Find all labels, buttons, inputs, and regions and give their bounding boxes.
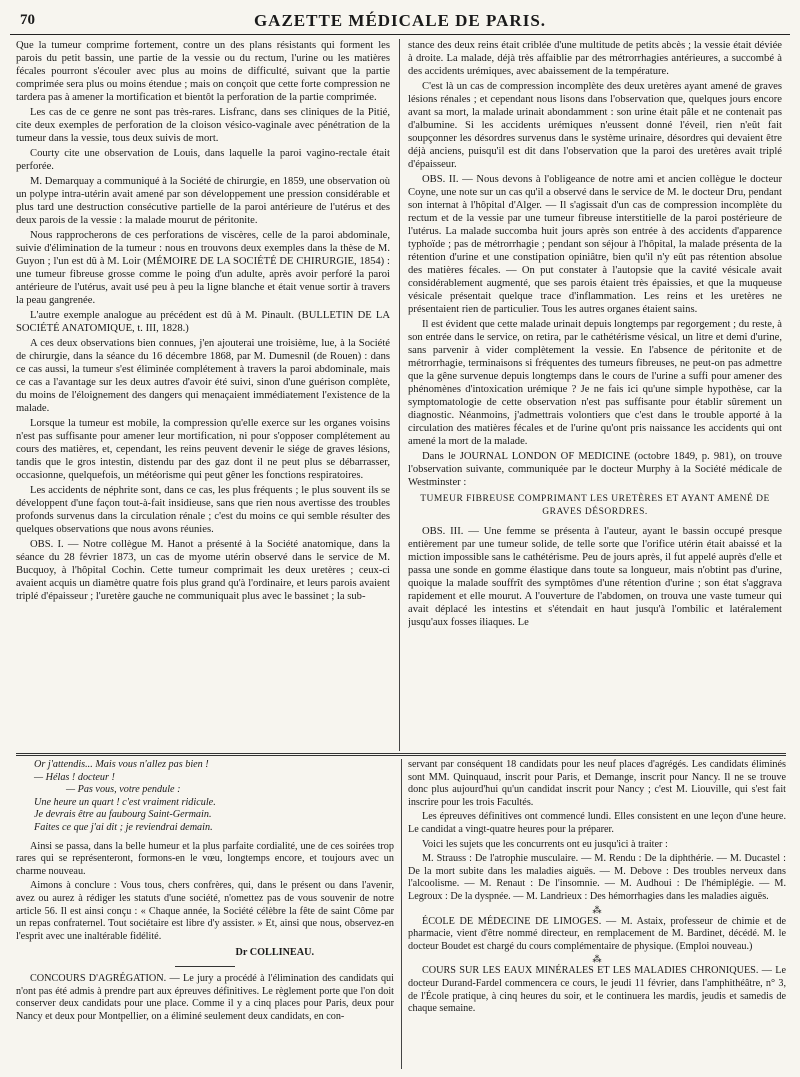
journal-title: GAZETTE MÉDICALE DE PARIS. <box>253 11 547 30</box>
paragraph: L'autre exemple analogue au précédent est dû à M. Pinault. (BULLETIN DE LA SOCIÉTÉ ANATOMIQUE, t. III, 1828.) <box>16 310 390 334</box>
paragraph: Que la tumeur comprime fortement, contre un des plans résistants qui forment les parois du petit bassin, une partie de la vessie ou du rectum, l'urine ou les matières fécales pourront s'écouler avec plus au moins de difficulté, suivant que la partie comprimée sera plus ou moins étendue ; mais on conçoit que cette forte compression ne tardera pas à amener la mortification et bientôt la perforation de la partie comprimée. <box>16 40 390 103</box>
paragraph: M. Demarquay a communiqué à la Société de chirurgie, en 1859, une observation où un polype intra-utérin avait amené par son développement une pression considérable et plus tard une destruction consécutive partielle de la paroi antérieure de l'utérus et des deux parois de la vessie : la malade mourut de péritonite. <box>16 176 390 226</box>
news-item: ÉCOLE DE MÉDECINE DE LIMOGES. — M. Astaix, professeur de chimie et de pharmacie, vient d'être nommé directeur, en remplacement de M. Bardinet, décédé. M. le docteur Boudet est chargé du cours complémentaire de physique. (Emploi nouveau.) <box>408 915 786 952</box>
news-item: CONCOURS D'AGRÉGATION. — Le jury a procédé à l'élimination des candidats qui n'ont pas été admis à prendre part aux épreuves définitives. Le règlement porte que l'on doit conserver deux candidats pour une place. Comme il y a cinq places pour Paris, deux pour Nancy et deux pour Montpellier, on a éliminé seulement deux candidats, en con- <box>16 972 394 1022</box>
verse-line: — Pas vous, votre pendule : <box>66 784 181 796</box>
paragraph: Les épreuves définitives ont commencé lundi. Elles consistent en une leçon d'une heure. Le candidat a vingt-quatre heures pour la préparer. <box>408 811 786 835</box>
news-item: COURS SUR LES EAUX MINÉRALES ET LES MALADIES CHRONIQUES. — Le docteur Durand-Fardel commencera ce cours, le jeudi 11 février, dans l'amphithéâtre, n° 3, de l'École pratique, à cinq heures du soir, et le continuera les mardis, jeudis et samedis de chaque semaine. <box>408 965 786 1015</box>
news-column <box>408 759 786 1069</box>
paragraph: Il est évident que cette malade urinait depuis longtemps par regorgement ; du reste, à son entrée dans le service, on retira, par le cathétérisme vésical, un litre et demi d'urine, sans parvenir à vider complètement la vessie. En l'absence de péritonite et de métrorrhagie, terminaisons si fréquentes des tumeurs fibreuses, ne peut-on pas admettre que la gêne survenue depuis longtemps dans le cours de l'urine a suffi pour amener des phénomènes d'intoxication urémique ? Je ne fais ici qu'une simple hypothèse, car la symptomatologie de cette observation n'est pas suffisante pour établir sûrement un diagnostic. Néanmoins, j'admettrais volontiers que c'est dans le trouble apporté à la circulation des matières fécales et de l'urine qu'ont pris naissance les accidents qui ont amené la mort de la malade. <box>408 319 782 447</box>
verse-line: Je devrais être au faubourg Saint-Germain. <box>34 809 212 821</box>
asterism-separator: ⁂ <box>592 954 602 965</box>
observation-paragraph: OBS. I. — Notre collègue M. Hanot a présenté à la Société anatomique, dans la séance du 28 février 1873, un cas de myome utérin observé dans le service de M. Bucquoy, à l'hôpital Cochin. Cette tumeur comprimait les deux uretères ; ceux-ci avaient acquis un diamètre quatre fois plus grand qu'à l'ordinaire, et leurs parois avaient triplé d'épaisseur ; l'uretère gauche ne communiquait plus avec le bassinet ; la sub- <box>16 539 390 602</box>
paragraph: Lorsque la tumeur est mobile, la compression qu'elle exerce sur les organes voisins n'est pas suffisante pour amener leur mortification, ni pour s'opposer complétement au cours des matières, et, cependant, les reins peuvent devenir le siége de graves lésions, tandis que le gros intestin, distendu par des gaz dont il ne peut plus se débarrasser, occasionne, quelquefois, un météorisme qui peut gêner les fonctions respiratoires. <box>16 418 390 481</box>
paragraph: Dans le JOURNAL LONDON OF MEDICINE (octobre 1849, p. 981), on trouve l'observation suivante, communiquée par le docteur Murphy à la Société médicale de Westminster : <box>408 451 782 488</box>
left-column <box>16 39 390 751</box>
newspaper-page <box>10 6 790 1071</box>
paragraph: stance des deux reins était criblée d'une multitude de petits abcès ; la vessie était déviée à droite. La malade, déjà très affaiblie par des métrorrhagies antérieures, a succombé à des accidents urémiques, avec abaissement de la température. <box>408 40 782 77</box>
paragraph: A ces deux observations bien connues, j'en ajouterai une troisième, lue, à la Société de chirurgie, dans la séance du 16 décembre 1868, par M. Dumesnil (de Rouen) : dans ce cas aussi, la tumeur s'est éliminée complétement à travers la paroi abdominale, mais ce cas a l'avantage sur les deux autres d'avoir été suivi, sinon d'une guérison complète, du moins de l'éloignement des dangers qui menaçaient immédiatement l'existence de la malade. <box>16 338 390 414</box>
verse-line: Faites ce que j'ai dit ; je reviendrai demain. <box>34 821 213 833</box>
author-signature: Dr COLLINEAU. <box>235 947 314 959</box>
paragraph: Nous rapprocherons de ces perforations de viscères, celle de la paroi abdominale, suivie d'élimination de la tumeur : nous en trouvons deux exemples dans la thèse de M. Guyon ; l'un est dû à M. Loir (MÉMOIRE DE LA SOCIÉTÉ DE CHIRURGIE, 1854) : une tumeur fibreuse grosse comme le poing d'un adulte, après avoir perforé la paroi antérieure de l'utérus, avait usé peu à peu la ligne blanche et était venue sortir à travers la peau gangrenée. <box>16 230 390 306</box>
feuilleton-column <box>16 759 394 1069</box>
right-column <box>408 39 782 751</box>
asterism-separator: ⁂ <box>592 904 602 915</box>
paragraph: Les accidents de néphrite sont, dans ce cas, les plus fréquents ; le plus souvent ils se développent d'une façon tout-à-fait insidieuse, sans que rien nous avertisse des troubles profonds survenus dans la circulation rénale ; c'est du moins ce qui semble résulter des quelques observations que nous avons réunies. <box>16 485 390 535</box>
paragraph: M. Strauss : De l'atrophie musculaire. — M. Rendu : De la diphthérie. — M. Ducastel : De la mort subite dans les maladies aiguës. — M. Debove : Des troubles nerveux dans l'alcoolisme. — M. Renaut : De l'insomnie. — M. Audhoui : De l'hémiplégie. — M. Legroux : De la dyspnée. — M. Landrieux : Des hémorrhagies dans les maladies aiguës. <box>408 853 786 902</box>
page-header <box>10 6 790 35</box>
paragraph: C'est là un cas de compression incomplète des deux uretères ayant amené de graves lésions rénales ; et cependant nous lisons dans l'observation que, quelques jours encore avant sa mort, la malade urinait abondamment : son urine était pâle et ne contenait pas d'albumine. Si les accidents urémiques n'eussent donné l'éveil, rien n'eût fait soupçonner les désordres survenus dans le système urinaire, désordres qui devaient être déjà anciens, puisqu'il est dit dans l'observation que la paroi des uretères avait triplé d'épaisseur. <box>408 81 782 170</box>
verse-line: Or j'attendis... Mais vous n'allez pas bien ! <box>34 759 209 770</box>
verse-line: — Hélas ! docteur ! <box>34 771 115 783</box>
verse-line: Une heure un quart ! c'est vraiment ridicule. <box>34 796 216 808</box>
main-article <box>16 39 786 751</box>
paragraph: servant par conséquent 18 candidats pour les neuf places d'agrégés. Les candidats éliminés sont MM. Quinquaud, inscrit pour Paris, et Demange, inscrit pour Nancy. Il ne se trouve donc plus aujourd'hui qu'un candidat inscrit pour Nancy ; c'est M. Liouville, qui s'est fait inscrire pour les trois Facultés. <box>408 759 786 808</box>
page-number: 70 <box>20 12 35 28</box>
paragraph: Voici les sujets que les concurrents ont eu jusqu'ici à traiter : <box>422 838 668 850</box>
column-divider <box>401 759 402 1069</box>
column-divider <box>399 39 400 751</box>
observation-heading: TUMEUR FIBREUSE COMPRIMANT LES URETÈRES ET AYANT AMENÉ DE GRAVES DÉSORDRES. <box>420 494 770 517</box>
paragraph: Aimons à conclure : Vous tous, chers confrères, qui, dans le présent ou dans l'avenir, avez ou aurez à rédiger les statuts d'une société, n'omettez pas de vous souvenir de notre article 56. Il est ainsi conçu : « Chaque année, la Société célèbre la fête de saint Côme par un repas confraternel. Tout sociétaire est libre d'y assister. » Et, ainsi que nous, observez-en l'esprit avec une inaltérable fidélité. <box>16 880 394 942</box>
feuilleton-section <box>16 759 786 1069</box>
observation-paragraph: OBS. II. — Nous devons à l'obligeance de notre ami et ancien collègue le docteur Coyne, une note sur un cas qu'il a observé dans le service de M. le docteur Dru, pendant son internat à l'hôpital d'Alger. — Il s'agissait d'un cas de compression incomplète du rectum et de la vessie par une tumeur fibreuse interstitielle de la paroi postérieure de l'utérus. La malade succomba huit jours après son entrée à des accidents d'apparence typhoïde ; pas de métrorrhagie ; pendant son séjour à l'hôpital, la malade présenta de la rétention d'urine et une constipation opiniâtre, bien qu'il n'y eût pas rétention absolue des matières fécales. — On put constater à l'autopsie que la cavité vésicale avait considérablement augmenté, que ses parois étaient très épaissies, et que la muqueuse vésicale présentait quelque trace d'inflammation. Les reins et les uretères ne présentaient rien de particulier. Tous les autres organes étaient sains. <box>408 174 782 315</box>
paragraph: Ainsi se passa, dans la belle humeur et la plus parfaite cordialité, une de ces soirées trop rares qui se représenteront, formons-en le vœu, longtemps encore, et toujours avec un charme nouveau. <box>16 840 394 877</box>
feuilleton-divider <box>16 753 786 756</box>
observation-paragraph: OBS. III. — Une femme se présenta à l'auteur, ayant le bassin occupé presque entièrement par une tumeur solide, de telle sorte que l'orifice utérin était abaissé et la miction impossible sans le cathétérisme. Peu de jours après, il fut appelé auprès d'elle et passa une sonde en gomme élastique dans toute sa longueur, mais n'obtint pas d'urine, quoique la malade souffrît des symptômes d'une rétention d'urine ; son état s'aggrava rapidement et elle mourut. A l'ouverture de l'abdomen, on trouva une vaste tumeur qui avait déplacé les intestins et s'étendait en haut jusqu'à l'ombilic et latéralement jusqu'aux fosses iliaques. Le <box>408 526 782 628</box>
paragraph: Les cas de ce genre ne sont pas très-rares. Lisfranc, dans ses cliniques de la Pitié, cite deux exemples de perforation de la cloison vésico-vaginale avec pénétration de la tumeur dans la vessie, tous deux suivis de mort. <box>16 107 390 144</box>
section-rule <box>175 966 235 967</box>
paragraph: Courty cite une observation de Louis, dans laquelle la paroi vagino-rectale était perforée. <box>16 148 390 172</box>
